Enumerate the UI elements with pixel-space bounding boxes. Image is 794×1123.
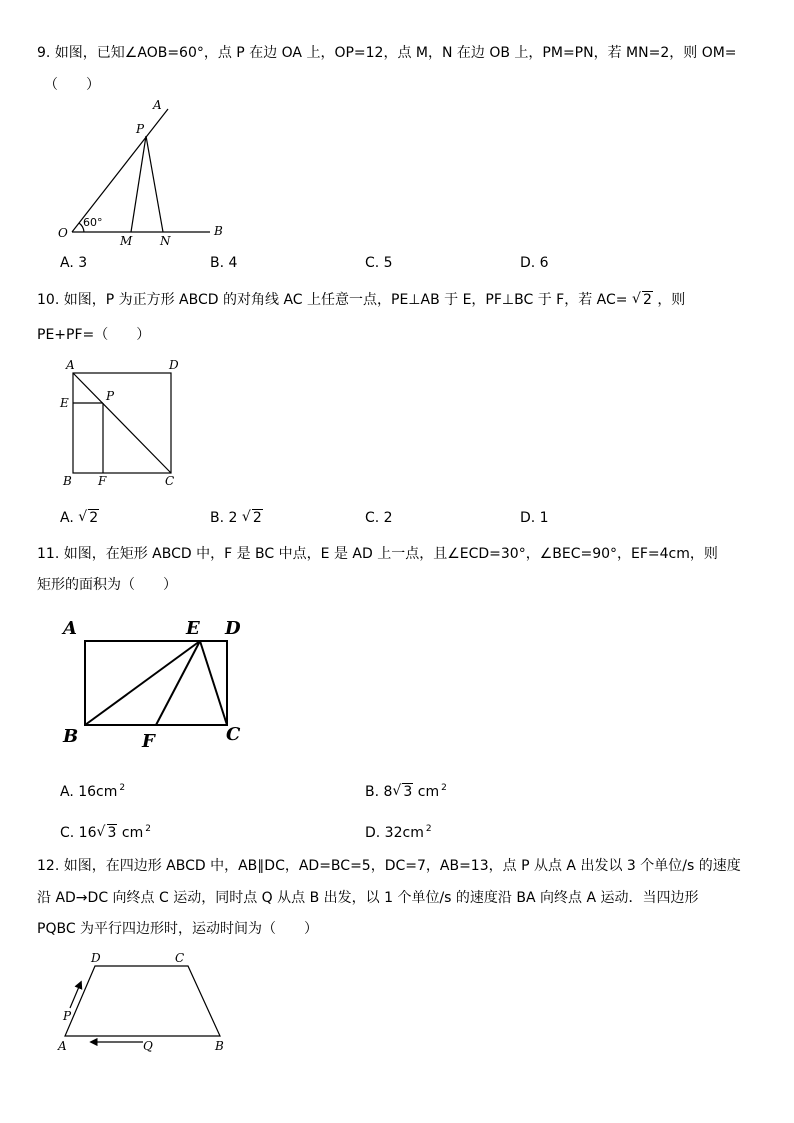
sqrt-expression: √ 2 <box>631 291 652 308</box>
q9-stem-line1: 9. 如图，已知∠AOB=60°，点 P 在边 OA 上，OP=12，点 M，N 在边 OB 上，PM=PN，若 MN=2，则 OM= <box>37 45 737 61</box>
q9-option-b: B. 4 <box>210 255 238 271</box>
option-text: B. 8 <box>365 784 393 800</box>
q12-figure <box>55 950 245 1060</box>
sqrt-expression: √ 2 <box>241 509 262 526</box>
option-text: A. 16cm <box>60 784 118 800</box>
arrow-P-motion <box>70 982 81 1008</box>
q10-stem-line1 <box>37 291 685 309</box>
label-B: B <box>63 474 72 488</box>
q12-stem-line1: 12. 如图，在四边形 ABCD 中，AB∥DC，AD=BC=5，DC=7，AB=13，点 P 从点 A 出发以 3 个单位/s 的速度 <box>37 858 741 874</box>
q10-stem-line2: PE+PF=（ ） <box>37 327 151 343</box>
label-F: F <box>142 731 155 752</box>
label-A: A <box>153 98 162 112</box>
label-B: B <box>215 1039 224 1053</box>
segment-BE <box>85 641 200 725</box>
segment-PN <box>146 136 163 232</box>
q10-option-b <box>210 509 263 527</box>
radicand: 3 <box>403 784 413 800</box>
option-letter: B. 2 <box>210 510 238 526</box>
label-C: C <box>175 951 185 965</box>
q11-figure <box>60 612 260 752</box>
sqrt-expression: √ 2 <box>78 509 99 526</box>
q9-option-d: D. 6 <box>520 255 549 271</box>
q11-option-b <box>365 779 447 801</box>
ray-OA <box>72 109 168 232</box>
diagonal-AC <box>73 373 171 473</box>
label-E: E <box>60 396 69 410</box>
label-N: N <box>160 234 171 248</box>
label-A: A <box>66 358 75 372</box>
label-angle-60: 60° <box>83 216 103 229</box>
label-P: P <box>106 389 115 403</box>
q9-stem-line2: （ ） <box>44 77 100 93</box>
label-B: B <box>63 726 79 747</box>
q12-stem-line3: PQBC 为平行四边形时，运动时间为（ ） <box>37 921 319 937</box>
radicand: 3 <box>107 825 117 841</box>
q9-figure <box>50 95 240 255</box>
q9-option-a: A. 3 <box>60 255 88 271</box>
q10-figure <box>55 355 195 495</box>
radicand: 2 <box>642 292 652 308</box>
label-P: P <box>63 1009 72 1023</box>
q11-stem-line2: 矩形的面积为（ ） <box>37 577 177 593</box>
unit: cm <box>121 825 144 841</box>
label-C: C <box>226 724 241 745</box>
label-C: C <box>165 474 175 488</box>
q10-option-d: D. 1 <box>520 510 549 526</box>
q10-option-a <box>60 509 99 527</box>
q12-stem-line2: 沿 AD→DC 向终点 C 运动，同时点 Q 从点 B 出发，以 1 个单位/s 的速度沿 BA 向终点 A 运动．当四边形 <box>37 890 699 906</box>
label-Q: Q <box>143 1039 153 1053</box>
option-letter: A. <box>60 510 74 526</box>
exponent: 2 <box>441 783 447 793</box>
label-O: O <box>58 226 68 240</box>
q10-stem-text: 10. 如图，P 为正方形 ABCD 的对角线 AC 上任意一点，PE⊥AB 于 E，PF⊥BC 于 F，若 AC= <box>37 292 628 308</box>
rectangle-ABCD <box>85 641 227 725</box>
q10-option-c: C. 2 <box>365 510 393 526</box>
sqrt-expression: √ 3 <box>392 783 413 800</box>
label-B: B <box>214 224 223 238</box>
option-text: C. 16 <box>60 825 97 841</box>
sqrt-expression: √ 3 <box>96 824 117 841</box>
segment-EC <box>200 641 227 725</box>
exponent: 2 <box>119 783 126 793</box>
radicand: 2 <box>89 510 99 526</box>
label-A: A <box>63 618 77 639</box>
label-M: M <box>120 234 133 248</box>
exponent: 2 <box>145 824 151 834</box>
exponent: 2 <box>425 824 432 834</box>
label-D: D <box>169 358 179 372</box>
label-E: E <box>186 618 200 639</box>
q11-option-a <box>60 779 125 801</box>
label-D: D <box>225 618 241 639</box>
label-F: F <box>98 474 107 488</box>
option-text: D. 32cm <box>365 825 424 841</box>
q9-option-c: C. 5 <box>365 255 393 271</box>
unit: cm <box>417 784 440 800</box>
radicand: 2 <box>252 510 262 526</box>
label-D: D <box>91 951 101 965</box>
q11-stem-line1: 11. 如图，在矩形 ABCD 中，F 是 BC 中点，E 是 AD 上一点，且∠ECD=30°，∠BEC=90°，EF=4cm，则 <box>37 546 718 562</box>
q11-option-d <box>365 820 432 842</box>
trapezoid-ABCD <box>65 966 220 1036</box>
label-A: A <box>58 1039 67 1053</box>
q11-option-c <box>60 820 151 842</box>
q10-stem-tail: ，则 <box>657 292 686 308</box>
segment-PM <box>131 136 146 232</box>
label-P: P <box>136 122 145 136</box>
segment-EF <box>156 641 200 725</box>
